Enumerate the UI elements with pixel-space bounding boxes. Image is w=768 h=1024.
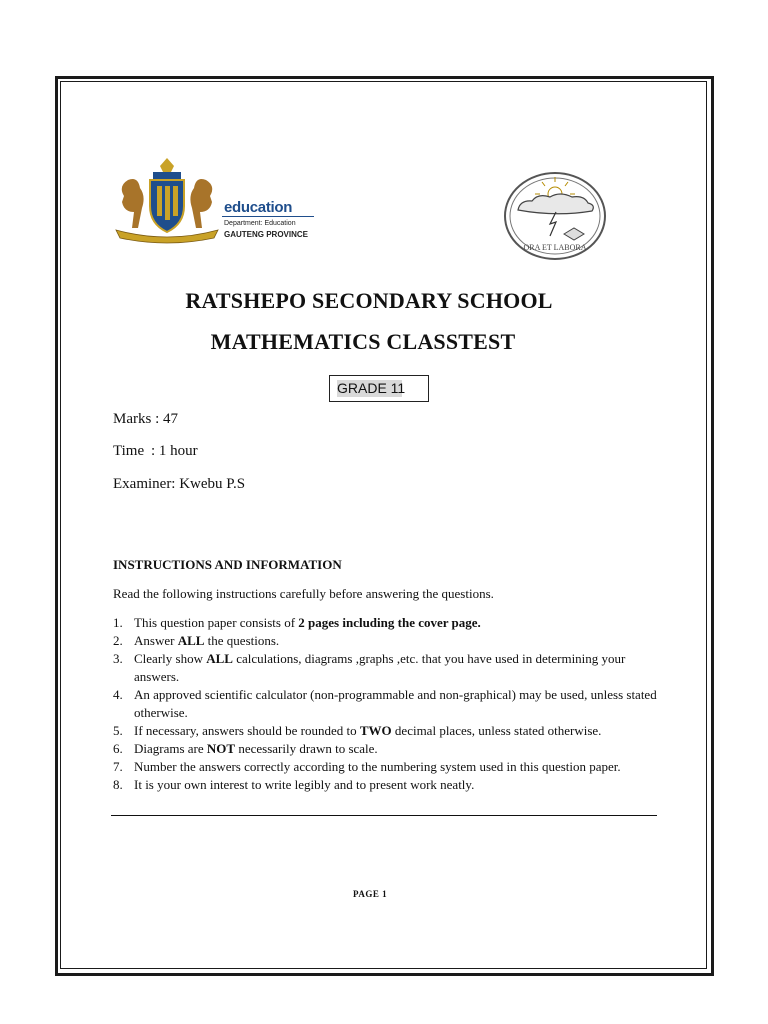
grade-label: GRADE 11 (337, 380, 406, 396)
instructions-intro: Read the following instructions carefully before answering the questions. (113, 586, 494, 601)
crest-icon (116, 158, 218, 243)
examiner-label: Examiner: Kwebu P.S (113, 476, 246, 492)
instruction-item: 7. Number the answers correctly according to the numbering system used in this question paper. (113, 759, 621, 774)
instruction-item: 3. Clearly show ALL calculations, diagrams ,graphs ,etc. that you have used in determining your answers. (113, 651, 626, 684)
province-label: GAUTENG PROVINCE (224, 230, 309, 239)
instructions-heading: INSTRUCTIONS AND INFORMATION (113, 557, 342, 572)
education-wordmark: education (224, 199, 293, 216)
test-title: MATHEMATICS CLASSTEST (210, 329, 516, 354)
instruction-item: 6. Diagrams are NOT necessarily drawn to scale. (113, 741, 378, 756)
department-label: Department: Education (224, 220, 296, 227)
instruction-item: 1. This question paper consists of 2 pages including the cover page. (113, 615, 481, 630)
instruction-item: 2. Answer ALL the questions. (113, 633, 280, 648)
book-icon (564, 228, 584, 240)
time-value: : 1 hour (151, 443, 198, 459)
instructions-list (113, 614, 658, 794)
page-number: PAGE 1 (353, 889, 388, 899)
cloud-icon (518, 194, 593, 214)
school-name: RATSHEPO SECONDARY SCHOOL (185, 288, 553, 313)
instruction-item: 5. If necessary, answers should be rounded to TWO decimal places, unless stated otherwise. (113, 723, 602, 738)
school-emblem-logo (500, 168, 610, 264)
time-row (113, 443, 198, 460)
school-motto: ORA ET LABORA (523, 243, 587, 252)
grade-box (329, 375, 429, 402)
instruction-item: 8. It is your own interest to write legibly and to present work neatly. (113, 777, 475, 792)
instruction-item: 4. An approved scientific calculator (non-programmable and non-graphical) may be used, unless stated otherwise. (113, 687, 657, 720)
wordmark-rule (222, 216, 314, 217)
footer-rule (111, 815, 657, 816)
time-label: Time (113, 443, 145, 459)
marks-label: Marks : 47 (113, 411, 178, 427)
